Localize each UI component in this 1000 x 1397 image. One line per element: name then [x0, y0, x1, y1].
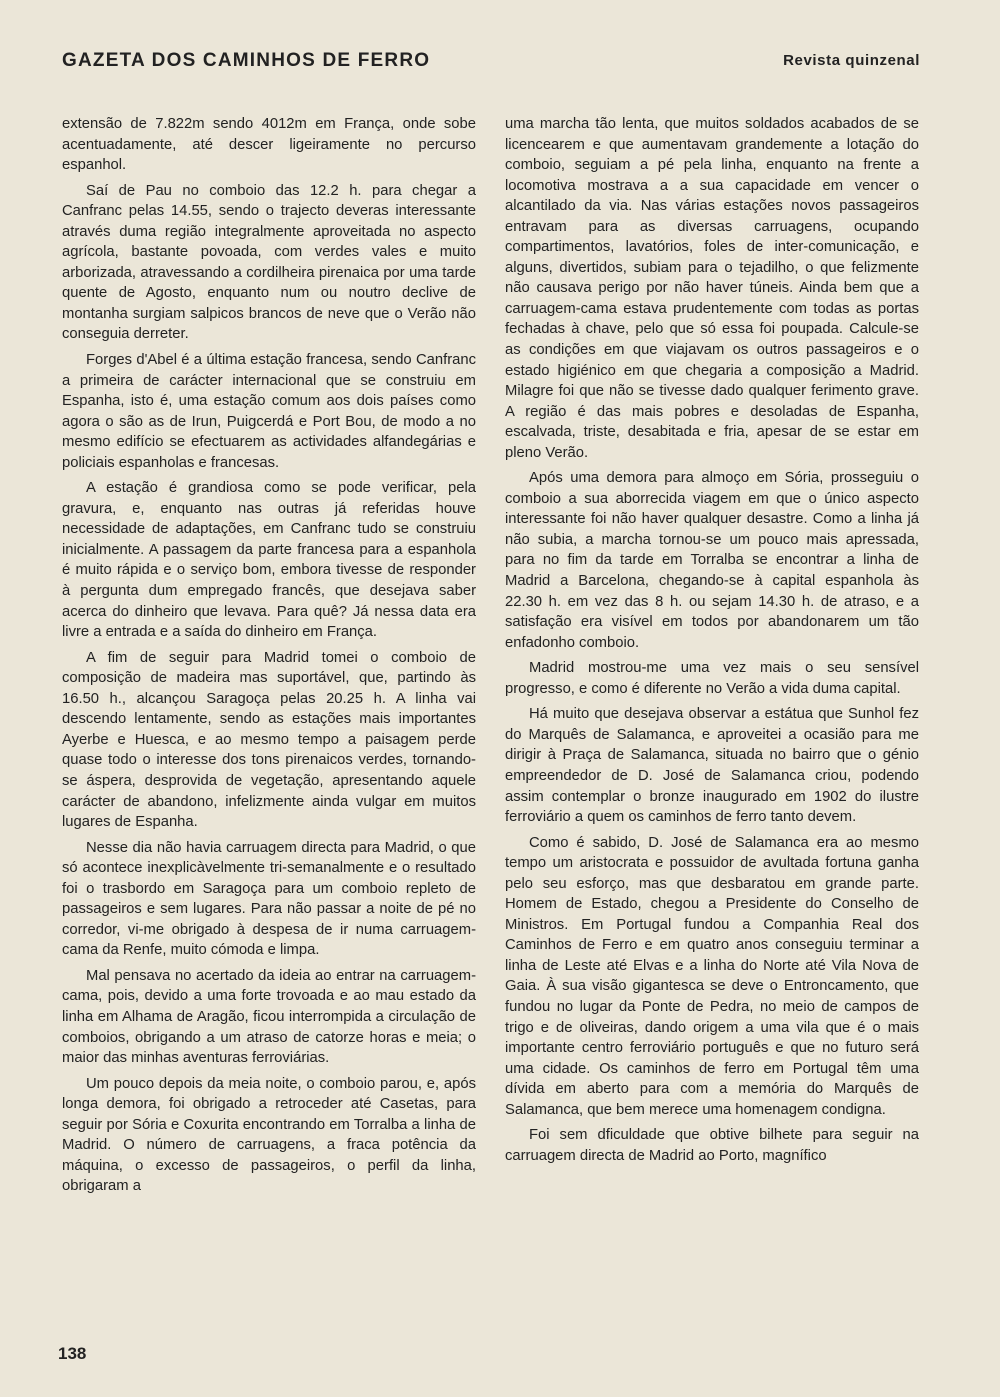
- journal-subtitle: Revista quinzenal: [783, 52, 920, 69]
- paragraph: A estação é grandiosa como se pode verificar, pela gravura, e, enquanto nas outras já referidas houve necessidade de adaptações, em Canfranc tudo se construiu inicialmente. A passagem da parte francesa para a espanhola é muito rápida e o serviço bom, embora tivesse de responder à pergunta dum empregado francês, que desejava saber acerca do dinheiro que levava. Para quê? Já nessa data era livre a entrada e a saída do dinheiro em França.: [62, 480, 476, 641]
- paragraph: Após uma demora para almoço em Sória, prosseguiu o comboio a sua aborrecida viagem em que o único aspecto interessante foi não haver qualquer desastre. Como a linha já não subia, a marcha tornou-se um pouco mais apressada, para no fim da tarde em Torralba se encontrar a linha de Madrid a Barcelona, chegando-se à capital espanhola às 22.30 h. em vez das 8 h. ou sejam 14.30 h. de atraso, e a satisfação era visível em todos por abandonarem um tão enfadonho comboio.: [505, 470, 919, 651]
- paragraph: Nesse dia não havia carruagem directa para Madrid, o que só acontece inexplicàvelmente tri-semanalmente e o resultado foi o trasbordo em Saragoça para um comboio repleto de passageiros e sem lugares. Para não passar a noite de pé no corredor, vi-me obrigado à despesa de ir numa carruagem-cama da Renfe, muito cómoda e limpa.: [62, 839, 476, 959]
- paragraph: Há muito que desejava observar a estátua que Sunhol fez do Marquês de Salamanca, e aproveitei a ocasião para me dirigir à Praça de Salamanca, situada no bairro que o génio empreendedor de D. José de Salamanca criou, podendo assim contemplar o bronze inaugurado em 1902 do ilustre ferroviário a quem os caminhos de ferro tanto devem.: [505, 706, 919, 826]
- paragraph: uma marcha tão lenta, que muitos soldados acabados de se licencearem e que aumentavam grandemente a lotação do comboio, seguiam a pé pela linha, enquanto na frente a locomotiva mostrava a a sua capacidade em vencer o alcantilado da via. Nas várias estações novos passageiros entravam para as diversas carruagens, ocupando compartimentos, lavatórios, foles de inter-comunicação, e alguns, divertidos, subiam para o tejadilho, o que felizmente não causava perigo por não haver túneis. Ainda bem que a carruagem-cama estava prudentemente com todas as portas fechadas à chave, pelo que só essa foi poupada. Calcule-se as condições em que viajavam os outros passageiros e o estado higiénico em que chegaria a composição a Madrid. Milagre foi que não se tivesse dado qualquer ferimento grave. A região é das mais pobres e desoladas de Espanha, escalvada, triste, desabitada e fria, apesar de se estar em pleno Verão.: [505, 116, 919, 461]
- running-header: [62, 50, 920, 80]
- paragraph: Um pouco depois da meia noite, o comboio parou, e, após longa demora, foi obrigado a retroceder até Casetas, para seguir por Sória e Coxurita encontrando em Torralba a linha de Madrid. O número de carruagens, a fraca potência da máquina, o excesso de passageiros, o perfil da linha, obrigaram a: [62, 1075, 476, 1195]
- paragraph: Como é sabido, D. José de Salamanca era ao mesmo tempo um aristocrata e possuidor de avultada fortuna ganha pelo seu esforço, mas que desbaratou em grande parte. Homem de Estado, chegou a Presidente do Conselho de Ministros. Em Portugal fundou a Companhia Real dos Caminhos de Ferro e em quatro anos conseguiu terminar a linha de Leste até Elvas e a linha do Norte até Vila Nova de Gaia. À sua visão gigantesca se deve o Entroncamento, que fundou no lugar da Ponte de Pedra, no meio de campos de trigo e de oliveiras, dando origem a uma vila que é o mais importante centro ferroviário português e que no futuro será uma cidade. Os caminhos de ferro em Portugal têm uma dívida em aberto para com a memória do Marquês de Salamanca, que bem merece uma homenagem condigna.: [505, 834, 919, 1118]
- paragraph: Saí de Pau no comboio das 12.2 h. para chegar a Canfranc pelas 14.55, sendo o trajecto deveras interessante através duma região integralmente aproveitada no aspecto agrícola, bastante povoada, com verdes vales e muito arborizada, atravessando a cordilheira pirenaica por uma tarde quente de Agosto, enquanto num ou noutro declive de montanha surgiam salpicos brancos de neve que o Verão não conseguia derreter.: [62, 182, 476, 343]
- paragraph: Foi sem dficuldade que obtive bilhete para seguir na carruagem directa de Madrid ao Porto, magnífico: [505, 1127, 919, 1164]
- page-number: 138: [58, 1344, 87, 1363]
- paragraph: A fim de seguir para Madrid tomei o comboio de composição de madeira mas suportável, que, partindo às 16.50 h., alcançou Saragoça pelas 20.25 h. A linha vai descendo lentamente, sendo as estações mais importantes Ayerbe e Huesca, e ao mesmo tempo a paisagem perde quase todo o interesse dos tons pirenaicos verdes, tornando-se áspera, desprovida de vegetação, apresentando aquele carácter de abandono, infelizmente ainda vulgar em muitos lugares de Espanha.: [62, 649, 476, 831]
- paragraph: Forges d'Abel é a última estação francesa, sendo Canfranc a primeira de carácter internacional que se construiu em Espanha, isto é, uma estação comum aos dois países como agora o são as de Irun, Puigcerdá e Port Bou, de modo a no mesmo edifício se efectuarem as actividades alfandegárias e policiais espanholas e francesas.: [62, 352, 476, 471]
- left-column: [62, 114, 476, 1202]
- paragraph: extensão de 7.822m sendo 4012m em França, onde sobe acentuadamente, até descer ligeiramente no percurso espanhol.: [62, 116, 476, 174]
- journal-title: GAZETA DOS CAMINHOS DE FERRO: [62, 50, 431, 71]
- right-column: [505, 114, 919, 1171]
- paragraph: Madrid mostrou-me uma vez mais o seu sensível progresso, e como é diferente no Verão a vida duma capital.: [505, 660, 919, 697]
- paragraph: Mal pensava no acertado da ideia ao entrar na carruagem-cama, pois, devido a uma forte trovoada e ao mau estado da linha em Alhama de Aragão, ficou interrompida a circulação de comboios, obrigando a um atraso de catorze horas e meia; o maior das minhas aventuras ferroviárias.: [62, 967, 476, 1067]
